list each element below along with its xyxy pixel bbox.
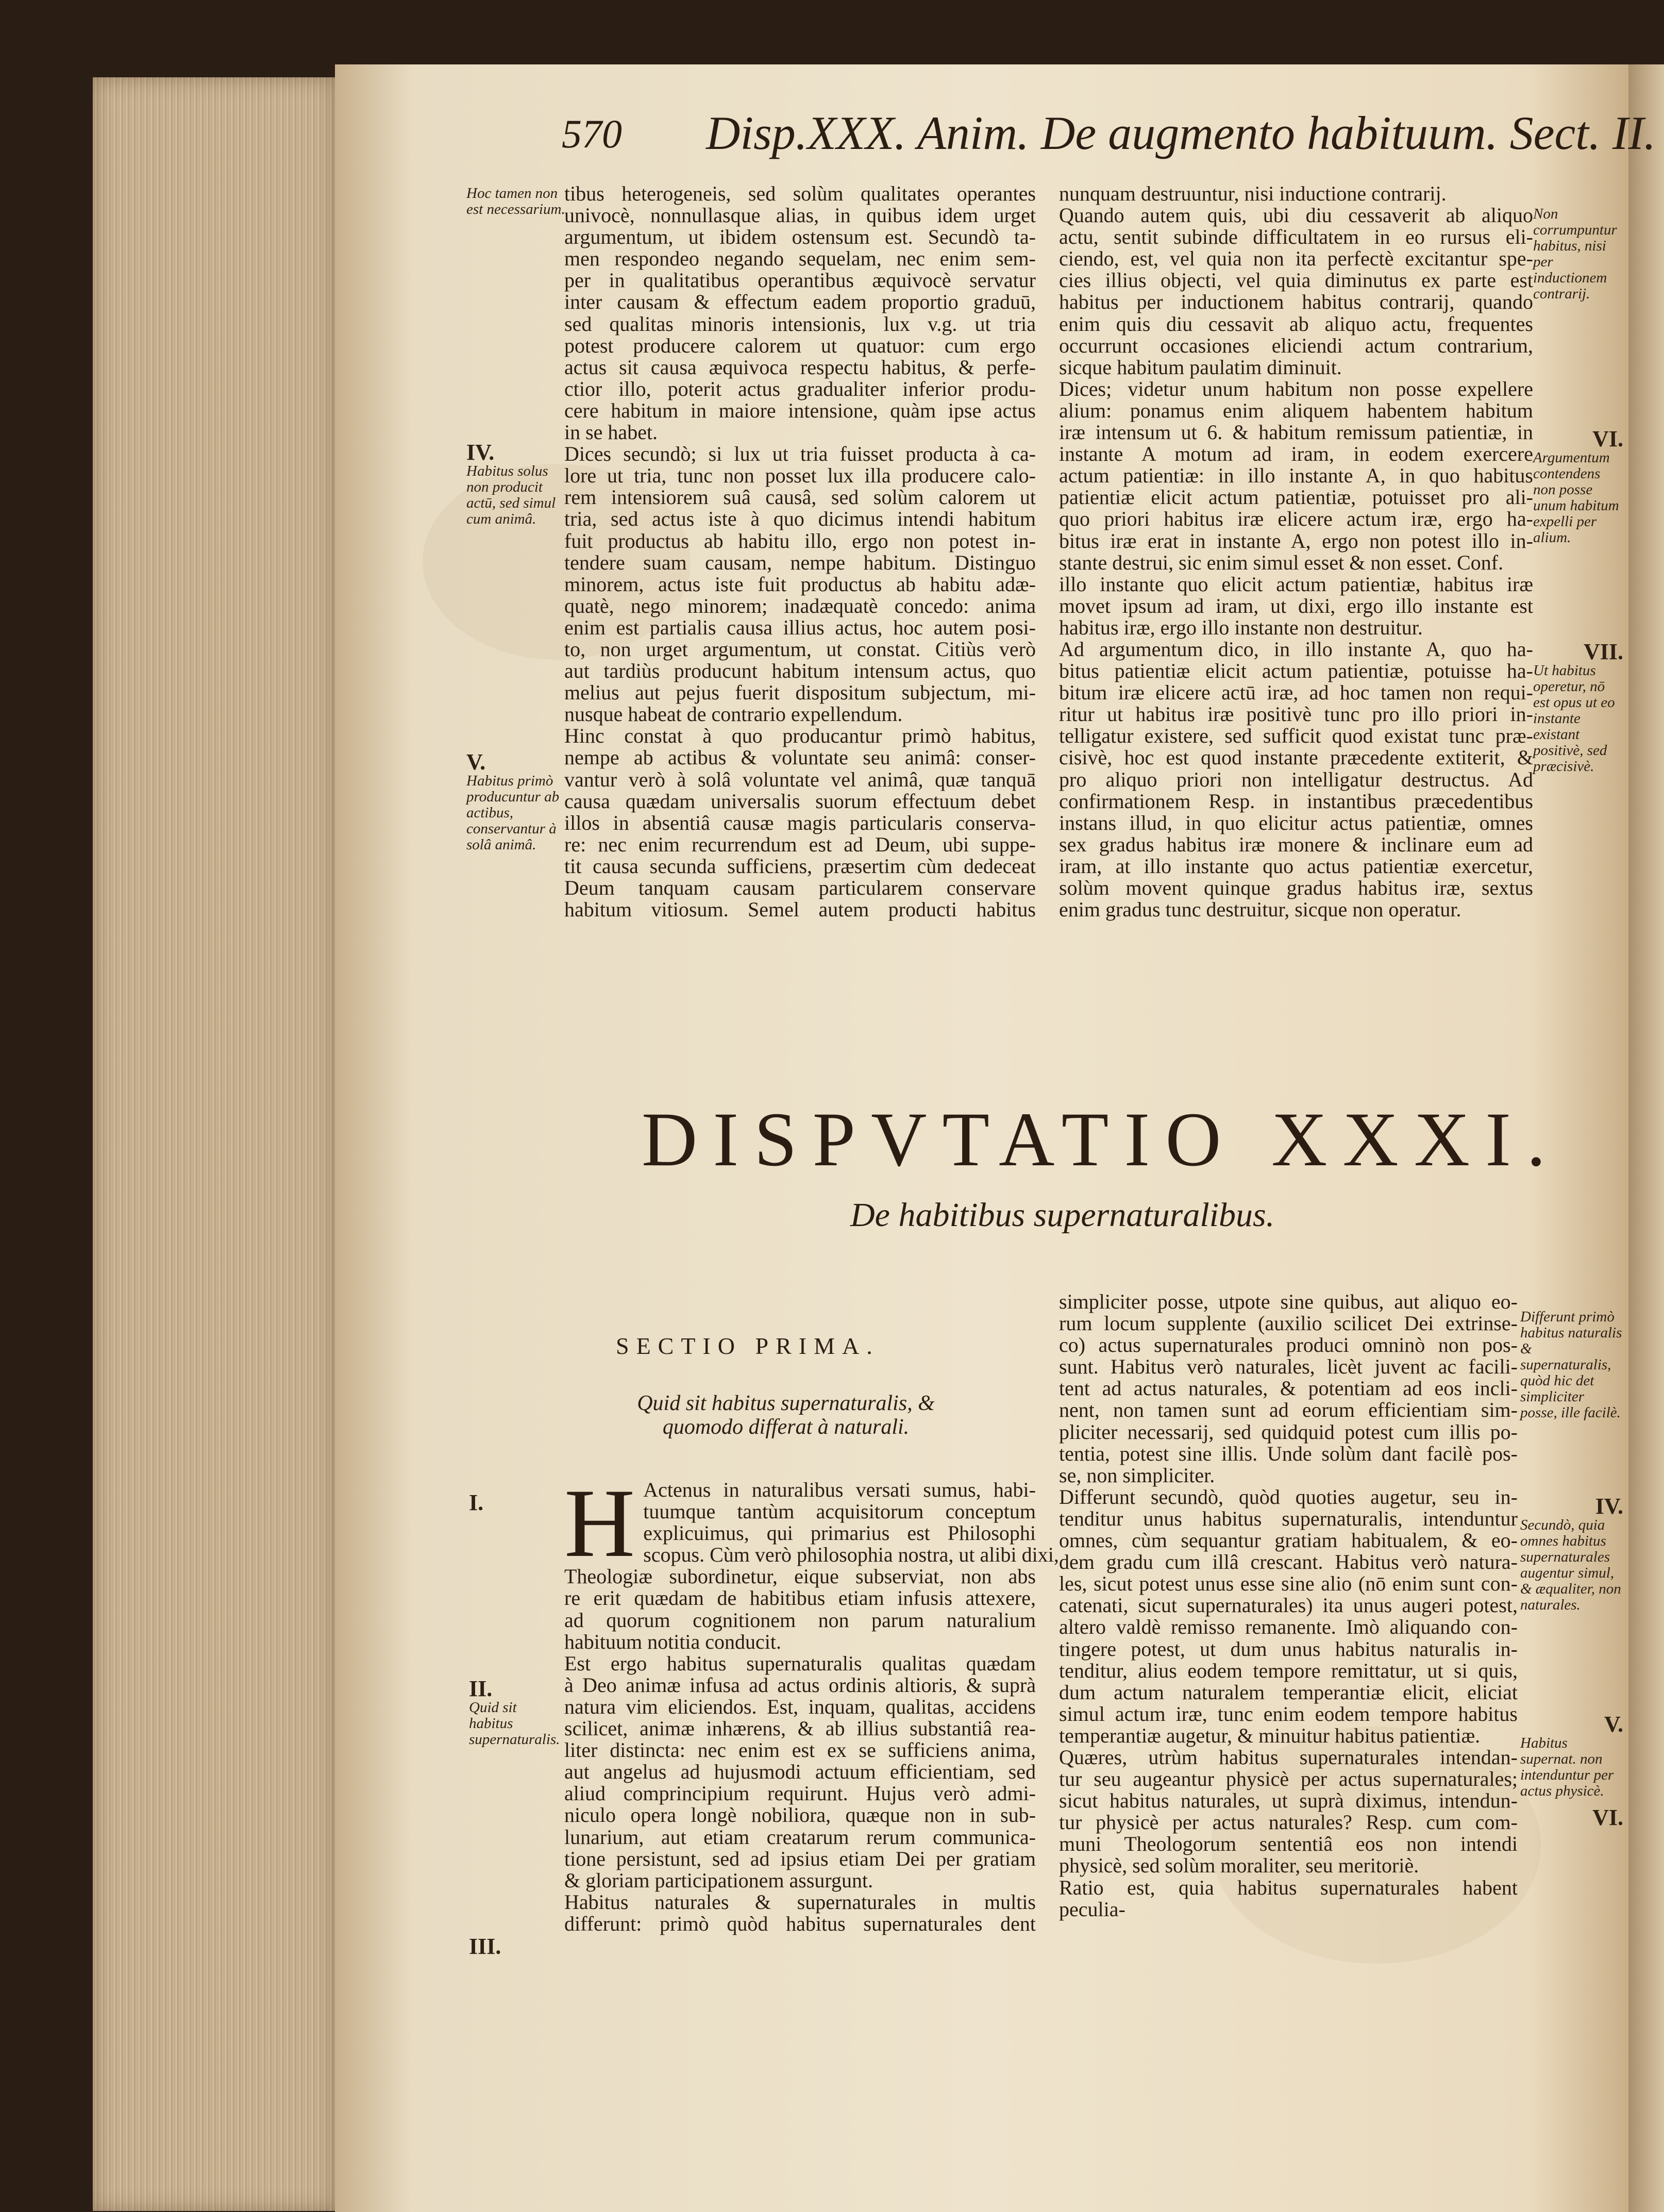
text-line: sed qualitas minoris intensionis, lux v.g. ut tria — [564, 312, 1036, 336]
text-line: vantur verò à solâ voluntate vel animâ, quæ tanquā — [564, 767, 1036, 791]
text-line: cisivè, hoc est quod instante præcedente extiterit, & — [1059, 746, 1533, 769]
text-line: fuit productus ab habitu illo, ergo non potest in- — [564, 529, 1036, 552]
text-line: co) actus supernaturales produci omninò non pos- — [1059, 1333, 1518, 1357]
margin-note — [466, 749, 569, 853]
margin-note-text: Habitus solus non producit actū, sed simul cum animâ. — [466, 463, 556, 527]
text-line: solùm movent quinque gradus habitus iræ, sextus — [1059, 876, 1533, 899]
text-line: iræ intensum ut 6. & habitum remissum patientiæ, in — [1059, 421, 1533, 444]
text-line: nusque habeat de contrario expellendum. — [564, 702, 903, 726]
text-line: tuumque tantùm acquisitorum conceptum — [643, 1500, 1036, 1523]
margin-note — [1533, 206, 1623, 302]
margin-note-text: Secundò, quia omnes habitus supernaturales augentur simul, & æqualiter, non naturales. — [1520, 1517, 1621, 1613]
text-line: rem intensiorem suâ causâ, sed solùm calorem ut — [564, 485, 1036, 509]
right-margin-notes-bottom — [1520, 1309, 1623, 1829]
text-line: habitus per inductionem habitus contrarij, quando — [1059, 290, 1533, 314]
text-line: stante destrui, sic enim simul esset & non esset. Conf. — [1059, 550, 1504, 574]
text-line: ritur ut habitus iræ positivè tunc pro illo priori in- — [1059, 702, 1533, 726]
text-line: Ratio est, quia habitus supernaturales habent — [1059, 1875, 1518, 1899]
text-line: bitum iræ elicere actū iræ, ad hoc tamen non requi- — [1059, 681, 1533, 705]
text-line: quatè, nego minorem; inadæquatè concedo: anima — [564, 594, 1036, 617]
text-line: causa quædam universalis suorum effectuum debet — [564, 789, 1036, 813]
text-line: argumentum, ut ibidem ostensum est. Secundò ta- — [564, 225, 1036, 249]
text-line: les, sicut potest unus esse sine alio (nō enim sunt con- — [1059, 1572, 1518, 1596]
text-line: tendere suam causam, nempe habitum. Distinguo — [564, 550, 1036, 574]
text-line: aut angelus ad hujusmodi actuum efficientiam, sed — [564, 1760, 1036, 1784]
text-line: illos in absentiâ causæ magis particularis conserva- — [564, 811, 1036, 834]
text-line: nunquam destruuntur, nisi inductione contrarij. — [1059, 182, 1447, 205]
text-line: natura vim eliciendos. Est, inquam, qualitas, accidens — [564, 1695, 1036, 1718]
margin-note-text: Quid sit habitus supernaturalis. — [469, 1699, 560, 1748]
text-line: per in qualitatibus operantibus æquivocè servatur — [564, 269, 1036, 292]
right-column-bottom — [1059, 1291, 1518, 1920]
margin-note — [469, 1490, 562, 1515]
margin-note — [1520, 1494, 1623, 1613]
margin-note-text: Argumentum contendens non posse unum habitum expelli per alium. — [1533, 449, 1619, 546]
left-margin-notes-bottom — [469, 1490, 562, 1959]
text-line: illo instante quo elicit actum patientiæ, habitus iræ — [1059, 572, 1533, 596]
text-line: pro aliquo priori non intelligatur destructus. Ad — [1059, 767, 1533, 791]
text-line: omnes, cùm sequantur gratiam habitualem, & eo- — [1059, 1529, 1518, 1552]
text-line: catenati, sicut supernaturales) ita unus augeri potest, — [1059, 1594, 1518, 1617]
text-line: simul actum iræ, tunc enim eodem tempore habitus — [1059, 1702, 1518, 1725]
text-line: lore ut tria, tunc non posset lux illa producere calo- — [564, 464, 1036, 488]
section-number: III. — [469, 1934, 501, 1959]
text-line: peculia- — [1059, 1897, 1125, 1921]
section-number: IV. — [1595, 1494, 1623, 1519]
text-line: Quæres, utrùm habitus supernaturales intendan- — [1059, 1745, 1518, 1769]
text-line: confirmationem Resp. in instantibus præcedentibus — [1059, 789, 1533, 813]
text-line: nempe ab actibus & voluntate seu animâ: conser- — [564, 746, 1036, 769]
text-line: patientiæ elicit actum patientiæ, potuisset pro ali- — [1059, 485, 1533, 509]
text-line: Ad argumentum dico, in illo instante A, quo ha- — [1059, 637, 1533, 661]
text-line: altero valdè remisso remanente. Imò aliquando con- — [1059, 1615, 1518, 1639]
text-line: scilicet, animæ inhærens, & ab illius substantiâ rea- — [564, 1717, 1036, 1740]
margin-note — [469, 1676, 562, 1748]
text-line: melius aut pejus fuerit dispositum subjectum, mi- — [564, 681, 1036, 705]
section-number: I. — [469, 1490, 484, 1515]
text-line: telligatur existere, sed sufficit quod existat tunc præ- — [1059, 724, 1533, 748]
running-title: Disp.XXX. Anim. De augmento habituum. Sect. II. — [706, 107, 1656, 159]
text-line: scopus. Cùm verò philosophia nostra, ut alibi dixi, — [643, 1543, 1059, 1567]
left-column-top — [564, 183, 1036, 920]
text-line: Quando autem quis, ubi diu cessaverit ab aliquo — [1059, 204, 1533, 227]
text-line: temperantiæ augetur, & minuitur habitus patientiæ. — [1059, 1723, 1481, 1747]
text-line: Dices secundò; si lux ut tria fuisset producta à ca- — [564, 442, 1036, 466]
text-line: niculo opera longè nobiliora, quæque non in sub- — [564, 1803, 1036, 1827]
text-line: bitus iræ erat in instante A, ergo non potest illo in- — [1059, 529, 1533, 552]
section-number: IV. — [466, 440, 495, 465]
margin-note — [1533, 639, 1623, 775]
text-line: rum locum supplente (auxilio scilicet Dei extrinse- — [1059, 1312, 1518, 1335]
text-line: alium: ponamus enim aliquem habentem habitum — [1059, 398, 1533, 422]
drop-capital: H — [564, 1469, 635, 1578]
text-line: minorem, actus iste fuit productus ab habitu adæ- — [564, 572, 1036, 596]
text-line: lunarium, aut etiam creatarum rerum communica- — [564, 1825, 1036, 1849]
text-line: tur seu augeantur physicè per actus supernaturales; — [1059, 1767, 1518, 1791]
sectio-question: Quid sit habitus supernaturalis, & quomodo differat à naturali. — [637, 1392, 935, 1439]
sectio-title: SECTIO PRIMA. — [616, 1333, 880, 1359]
text-line: enim gradus tunc destruitur, sicque non operatur. — [1059, 898, 1461, 921]
text-line: Theologiæ subordinetur, eique subserviat, non abs — [564, 1565, 1036, 1588]
text-line: ad quorum cognitionem non parum naturalium — [564, 1608, 1036, 1632]
text-line: Deum tanquam causam particularem conservare — [564, 876, 1036, 899]
section-number: VII. — [1583, 639, 1623, 664]
margin-note — [1520, 1805, 1623, 1830]
margin-note — [469, 1934, 562, 1959]
text-line: re: nec enim recurrendum est ad Deum, ubi suppe- — [564, 832, 1036, 856]
margin-note — [1520, 1309, 1623, 1421]
text-line: tenditur unus habitus supernaturalis, intenduntur — [1059, 1506, 1518, 1530]
text-line: movet ipsum ad iram, ut dixi, ergo illo instante est — [1059, 594, 1533, 617]
text-line: instans illud, in quo elicitur actus patientiæ, omnes — [1059, 811, 1533, 834]
text-line: physicè, sed solùm moraliter, seu meritoriè. — [1059, 1854, 1419, 1878]
text-line: nent, non tamen sunt ad eorum efficientiam sim- — [1059, 1398, 1518, 1422]
margin-note-text: Ut habitus operetur, nō est opus ut eo instante existant positivè, sed præcisivè. — [1533, 662, 1615, 775]
running-header — [562, 106, 1656, 173]
text-line: iram, at illo instante quo actus patientiæ exercetur, — [1059, 854, 1533, 878]
text-line: potest producere calorem ut quatuor: cum ergo — [564, 333, 1036, 357]
text-line: sex gradus habitus iræ monere & inclinare eum ad — [1059, 832, 1533, 856]
facing-page-edge — [1628, 64, 1664, 2212]
text-line: re erit quædam de habitibus etiam infusis attexere, — [564, 1586, 1036, 1610]
text-line: enim est partialis causa illius actus, hoc autem posi- — [564, 615, 1036, 639]
text-line: actu, sentit subinde difficultatem in eo rursus eli- — [1059, 225, 1533, 249]
text-line: explicuimus, qui primarius est Philosophi — [643, 1521, 1036, 1545]
text-line: tenditur, alius eodem tempore remittatur, ut si quis, — [1059, 1658, 1518, 1682]
margin-note — [466, 440, 569, 527]
book-page-edges — [93, 77, 335, 2211]
text-line: sicut habitus naturales, ut suprà diximus, intendun- — [1059, 1789, 1518, 1813]
margin-note — [466, 186, 569, 217]
text-line: men respondeo negando sequelam, nec enim sem- — [564, 247, 1036, 271]
text-line: tione persistunt, sed ad ipsius etiam Dei per gratiam — [564, 1847, 1036, 1870]
text-line: tingere potest, ut dum unus habitus naturalis in- — [1059, 1637, 1518, 1661]
text-line: inter causam & effectum eadem proportio graduū, — [564, 290, 1036, 314]
disputatio-title: DISPVTATIO XXXI. — [642, 1097, 1561, 1182]
text-line: à Deo animæ infusa ad actus ordinis altioris, & suprà — [564, 1673, 1036, 1697]
page-number: 570 — [562, 111, 622, 156]
text-line: Habitus naturales & supernaturales in multis — [564, 1890, 1036, 1914]
text-line: Differunt secundò, quòd quoties augetur, seu in- — [1059, 1485, 1518, 1509]
text-line: aut tardiùs producunt habitum intensum actus, quo — [564, 659, 1036, 683]
text-line: dem gradu cum illâ crescant. Habitus verò natura- — [1059, 1550, 1518, 1574]
text-line: tent ad actus naturales, & potentiam ad eos incli- — [1059, 1377, 1518, 1400]
left-margin-notes-top — [466, 186, 569, 853]
text-line: sunt. Habitus verò naturales, licèt juvent ac facili- — [1059, 1355, 1518, 1379]
text-line: habitus iræ, ergo illo instante non destruitur. — [1059, 615, 1423, 639]
text-line: tibus heterogeneis, sed solùm qualitates operantes — [564, 182, 1036, 205]
section-number: V. — [466, 749, 486, 775]
margin-note-text: Hoc tamen non est necessarium. — [466, 185, 565, 217]
section-number: II. — [469, 1676, 493, 1701]
text-line: instante A motum ad iram, in eodem exercere — [1059, 442, 1533, 466]
text-line: tur physicè per actus naturales? Resp. cum com- — [1059, 1811, 1518, 1834]
text-line: to, non urget argumentum, ut constat. Citiùs verò — [564, 637, 1036, 661]
section-number: VI. — [1592, 426, 1623, 451]
margin-note-text: Differunt primò habitus naturalis & supernaturalis, quòd hic det simpliciter posse, ille facilè. — [1520, 1309, 1622, 1421]
text-line: differunt: primò quòd habitus supernaturales dent — [564, 1912, 1036, 1935]
text-line: liter distincta: nec enim est ex se sufficiens anima, — [564, 1738, 1036, 1762]
text-line: se, non simpliciter. — [1059, 1463, 1215, 1487]
margin-note — [1520, 1712, 1623, 1799]
text-line: Actenus in naturalibus versati sumus, habi- — [643, 1478, 1036, 1501]
text-line: habituum notitia conducit. — [564, 1630, 782, 1653]
text-line: occurrunt occasiones eliciendi actum contrarium, — [1059, 333, 1533, 357]
text-line: tentia, potest sine illis. Unde solùm dant facilè pos- — [1059, 1442, 1518, 1465]
text-line: enim quis diu cessavit ab aliquo actu, frequentes — [1059, 312, 1533, 336]
text-line: pliciter necessarij, sed quidquid potest cum illis po- — [1059, 1420, 1518, 1444]
text-line: actum patientiæ: in illo instante A, in quo habitus — [1059, 464, 1533, 488]
margin-note — [1533, 426, 1623, 546]
text-line: Est ergo habitus supernaturalis qualitas quædam — [564, 1651, 1036, 1675]
text-line: aliud comprincipium requirunt. Hujus verò admi- — [564, 1782, 1036, 1805]
margin-note-text: Habitus primò producuntur ab actibus, conservantur à solâ animâ. — [466, 773, 560, 853]
margin-note-text: Non corrumpuntur habitus, nisi per inductionem contrarij. — [1533, 206, 1617, 302]
text-line: Dices; videtur unum habitum non posse expellere — [1059, 377, 1533, 400]
section-number: VI. — [1592, 1805, 1623, 1830]
right-column-top — [1059, 183, 1533, 920]
text-line: tit causa secunda sufficiens, præsertim cùm dedeceat — [564, 854, 1036, 878]
disputatio-subtitle: De habitibus supernaturalibus. — [850, 1196, 1275, 1234]
section-number: V. — [1604, 1712, 1623, 1737]
text-line: cere habitum in maiore intensione, quàm ipse actus — [564, 398, 1036, 422]
left-column-bottom — [564, 1469, 1059, 1935]
margin-note-text: Habitus supernat. non intenduntur per actus physicè. — [1520, 1735, 1614, 1799]
text-line: & gloriam participationem assurgunt. — [564, 1868, 873, 1892]
text-line: simpliciter posse, utpote sine quibus, aut aliquo eo- — [1059, 1290, 1518, 1313]
text-line: cies illius objecti, vel quia diminutus ex parte est — [1059, 269, 1533, 292]
text-line: bitus patientiæ elicit actum patientiæ, potuisse ha- — [1059, 659, 1533, 683]
text-line: ctior illo, poterit actus gradualiter inferior produ- — [564, 377, 1036, 400]
text-line: univocè, nonnullasque alias, in quibus idem urget — [564, 204, 1036, 227]
text-line: in se habet. — [564, 421, 658, 444]
text-line: sicque habitum paulatim diminuit. — [1059, 355, 1342, 379]
text-line: habitum vitiosum. Semel autem producti habitus — [564, 898, 1036, 921]
text-line: Hinc constat à quo producantur primò habitus, — [564, 724, 1036, 748]
text-line: dum actum naturalem temperantiæ elicit, eliciat — [1059, 1680, 1518, 1704]
text-line: muni Theologorum sententiâ eos non intendi — [1059, 1832, 1518, 1856]
right-margin-notes-top — [1533, 206, 1623, 775]
text-line: quo priori habitus iræ elicere actum iræ, ergo ha- — [1059, 507, 1533, 531]
text-line: tria, sed actus iste à quo dicimus intendi habitum — [564, 507, 1036, 531]
text-line: ciendo, est, vel quia non ita perfectè excitantur spe- — [1059, 247, 1533, 271]
text-line: actus sit causa æquivoca respectu habitus, & perfe- — [564, 355, 1036, 379]
